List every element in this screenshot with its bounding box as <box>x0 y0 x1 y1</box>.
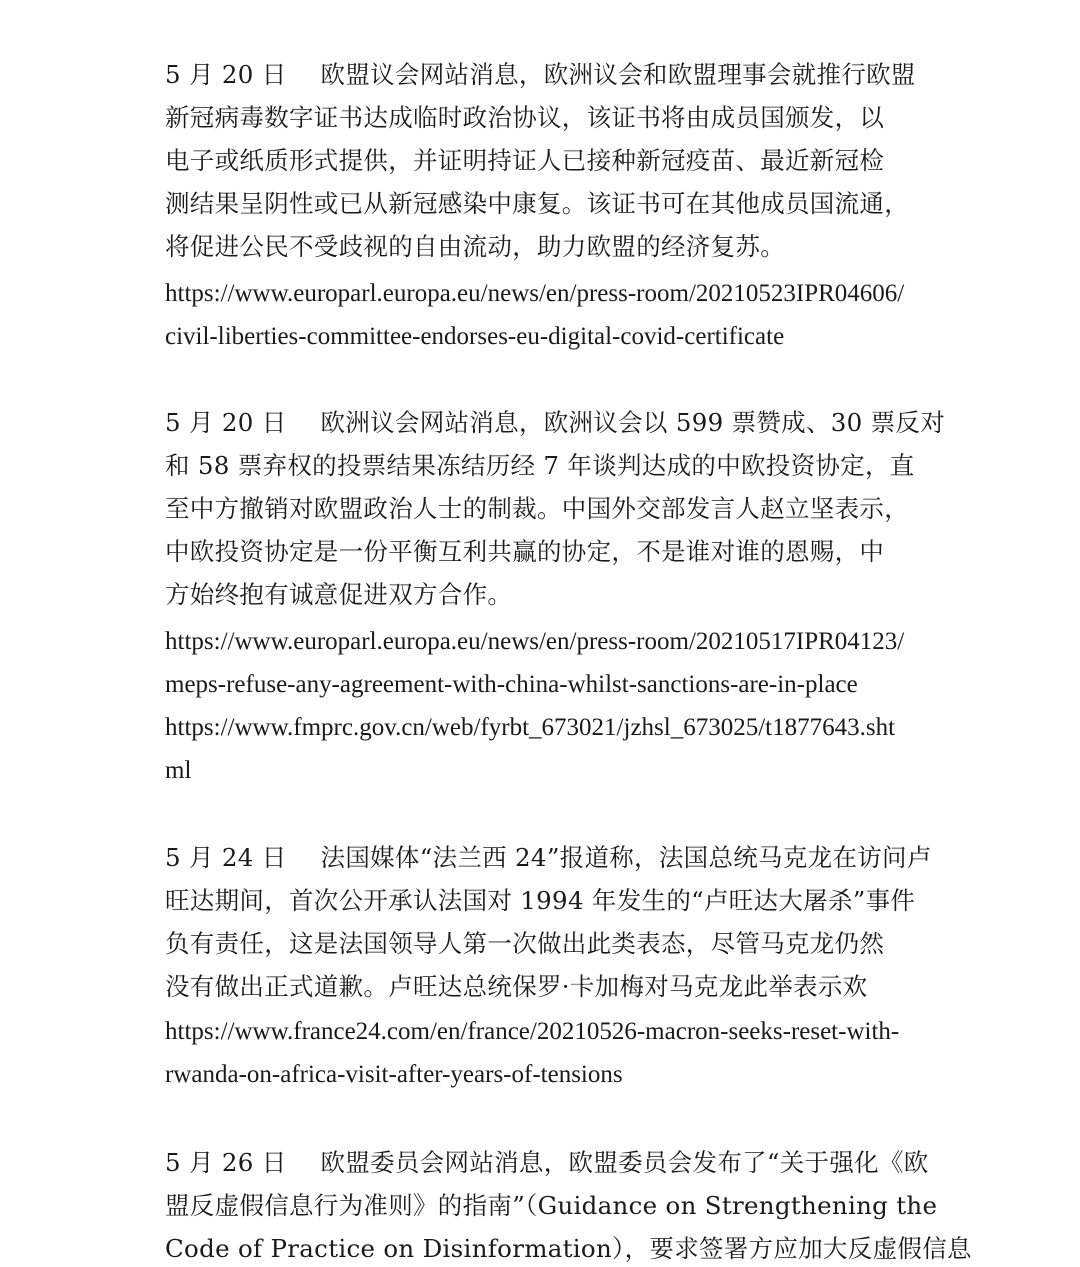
entry-2-url-line-2[interactable]: meps-refuse-any-agreement-with-china-whilst-sanctions-are-in-place <box>165 671 858 698</box>
entry-1-line-1 <box>165 60 916 90</box>
entry-1-line-5: 将促进公民不受歧视的自由流动，助力欧盟的经济复苏。 <box>165 232 785 261</box>
entry-text: 欧洲议会网站消息，欧洲议会以 599 票赞成、30 票反对 <box>320 408 946 437</box>
entry-3-line-4: 没有做出正式道歉。卢旺达总统保罗·卡加梅对马克龙此举表示欢 <box>165 972 868 1001</box>
entry-3-url-line-1[interactable]: https://www.france24.com/en/france/20210526-macron-seeks-reset-with- <box>165 1018 900 1045</box>
entry-2-line-5: 方始终抱有诚意促进双方合作。 <box>165 580 513 609</box>
entry-2-url-line-4[interactable]: ml <box>165 757 192 784</box>
entry-3-line-1 <box>165 843 932 873</box>
entry-1-url-line-1[interactable]: https://www.europarl.europa.eu/news/en/press-room/20210523IPR04606/ <box>165 280 905 307</box>
entry-text: 欧盟议会网站消息，欧洲议会和欧盟理事会就推行欧盟 <box>320 60 916 89</box>
entry-4-line-1 <box>165 1148 929 1178</box>
entry-3-line-3: 负有责任，这是法国领导人第一次做出此类表态，尽管马克龙仍然 <box>165 929 885 958</box>
entry-1-line-2: 新冠病毒数字证书达成临时政治协议，该证书将由成员国颁发，以 <box>165 103 885 132</box>
entry-2-url-line-1[interactable]: https://www.europarl.europa.eu/news/en/press-room/20210517IPR04123/ <box>165 628 905 655</box>
entry-1-line-3: 电子或纸质形式提供，并证明持证人已接种新冠疫苗、最近新冠检 <box>165 146 885 175</box>
entry-text: 法国媒体“法兰西 24”报道称，法国总统马克龙在访问卢 <box>320 843 932 872</box>
entry-2-line-1 <box>165 408 945 438</box>
entry-4-line-3: Code of Practice on Disinformation），要求签署方应加大反虚假信息 <box>165 1234 972 1263</box>
entry-date: 5 月 20 日 <box>165 408 287 437</box>
entry-4-line-2: 盟反虚假信息行为准则》的指南”（Guidance on Strengthening the <box>165 1191 938 1220</box>
entry-text: 欧盟委员会网站消息，欧盟委员会发布了“关于强化《欧 <box>320 1148 929 1177</box>
entry-date: 5 月 26 日 <box>165 1148 287 1177</box>
entry-date: 5 月 20 日 <box>165 60 287 89</box>
entry-2-line-4: 中欧投资协定是一份平衡互利共赢的协定，不是谁对谁的恩赐，中 <box>165 537 885 566</box>
entry-3-line-2: 旺达期间，首次公开承认法国对 1994 年发生的“卢旺达大屠杀”事件 <box>165 886 916 915</box>
entry-2-url-line-3[interactable]: https://www.fmprc.gov.cn/web/fyrbt_673021/jzhsl_673025/t1877643.sht <box>165 714 896 741</box>
entry-date: 5 月 24 日 <box>165 843 287 872</box>
entry-2-line-3: 至中方撤销对欧盟政治人士的制裁。中国外交部发言人赵立坚表示， <box>165 494 909 523</box>
entry-1-url-line-2[interactable]: civil-liberties-committee-endorses-eu-digital-covid-certificate <box>165 323 785 350</box>
entry-3-url-line-2[interactable]: rwanda-on-africa-visit-after-years-of-tensions <box>165 1061 623 1088</box>
entry-1-line-4: 测结果呈阴性或已从新冠感染中康复。该证书可在其他成员国流通， <box>165 189 909 218</box>
entry-2-line-2: 和 58 票弃权的投票结果冻结历经 7 年谈判达成的中欧投资协定，直 <box>165 451 915 480</box>
